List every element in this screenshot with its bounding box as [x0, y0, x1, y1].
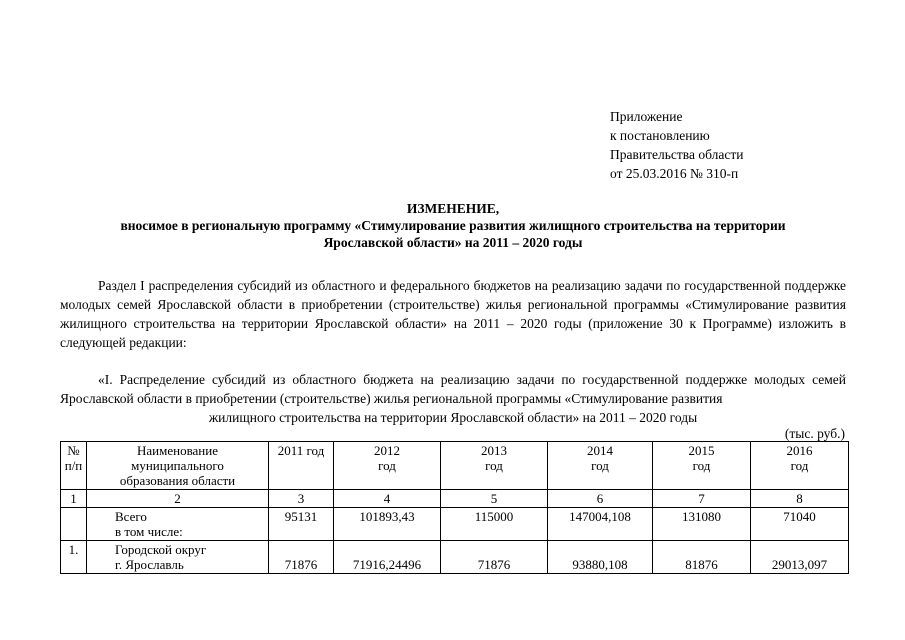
appendix-block	[610, 107, 743, 183]
row1-num: 1.	[61, 541, 87, 574]
title-line-2: вносимое в региональную программу «Стимулирование развития жилищного строительства на территории	[120, 218, 786, 233]
unit-label: (тыс. руб.)	[784, 426, 845, 441]
row1-2013: 71876	[441, 541, 548, 574]
row1-2012: 71916,24496	[334, 541, 441, 574]
index-cell: 8	[751, 490, 849, 508]
row1-2014: 93880,108	[548, 541, 653, 574]
row1-2016: 29013,097	[751, 541, 849, 574]
header-2012: 2012 год	[334, 442, 441, 490]
header-2013: 2013 год	[441, 442, 548, 490]
appendix-line-3: Правительства области	[610, 147, 744, 162]
table-row-yaroslavl	[61, 541, 849, 574]
subsidy-table	[60, 441, 849, 574]
index-cell: 1	[61, 490, 87, 508]
total-2015: 131080	[653, 508, 751, 541]
header-2016: 2016 год	[751, 442, 849, 490]
index-cell: 3	[269, 490, 334, 508]
title-line-3: Ярославской области» на 2011 – 2020 годы	[323, 235, 583, 250]
header-2015: 2015 год	[653, 442, 751, 490]
table-index-row	[61, 490, 849, 508]
header-name: Наименование муниципального образования области	[87, 442, 269, 490]
header-2011: 2011 год	[269, 442, 334, 490]
row1-2011: 71876	[269, 541, 334, 574]
header-num: № п/п	[61, 442, 87, 490]
document-title	[60, 200, 846, 251]
index-cell: 5	[441, 490, 548, 508]
paragraph-2-last-line: жилищного строительства на территории Ярославской области» на 2011 – 2020 годы	[208, 410, 698, 425]
total-num-cell	[61, 508, 87, 541]
title-line-1: ИЗМЕНЕНИЕ,	[406, 201, 500, 216]
total-2014: 147004,108	[548, 508, 653, 541]
appendix-line-4: от 25.03.2016 № 310-п	[610, 166, 739, 181]
row1-name-line1: Городской округ	[115, 542, 207, 557]
appendix-line-1: Приложение	[610, 109, 683, 124]
total-2013: 115000	[441, 508, 548, 541]
total-2016: 71040	[751, 508, 849, 541]
total-label-cell	[87, 508, 269, 541]
total-sublabel: в том числе:	[115, 524, 183, 539]
index-cell: 7	[653, 490, 751, 508]
index-cell: 4	[334, 490, 441, 508]
row1-2015: 81876	[653, 541, 751, 574]
table-row-total	[61, 508, 849, 541]
appendix-line-2: к постановлению	[610, 128, 710, 143]
index-cell: 2	[87, 490, 269, 508]
row1-name-line2: г. Ярославль	[115, 557, 184, 572]
header-2014: 2014 год	[548, 442, 653, 490]
total-2011: 95131	[269, 508, 334, 541]
paragraph-2-text: «I. Распределение субсидий из областного бюджета на реализацию задачи по государственной поддержке молодых семей Ярославской области в приобретении (строительстве) жилья региональной программы «Стимулирование развития	[60, 372, 846, 406]
body-paragraph-2	[60, 370, 846, 427]
total-2012: 101893,43	[334, 508, 441, 541]
row1-name-cell	[87, 541, 269, 574]
total-label: Всего	[115, 509, 147, 524]
body-paragraph-1: Раздел I распределения субсидий из областного и федерального бюджетов на реализацию задачи по государственной поддержке молодых семей Ярославской области в приобретении (строительстве) жилья региональной программы «Стимулирование развития жилищного строительства на территории Ярославской области» на 2011 – 2020 годы (приложение 30 к Программе) изложить в следующей редакции:	[60, 278, 846, 350]
index-cell: 6	[548, 490, 653, 508]
table-header-row	[61, 442, 849, 490]
